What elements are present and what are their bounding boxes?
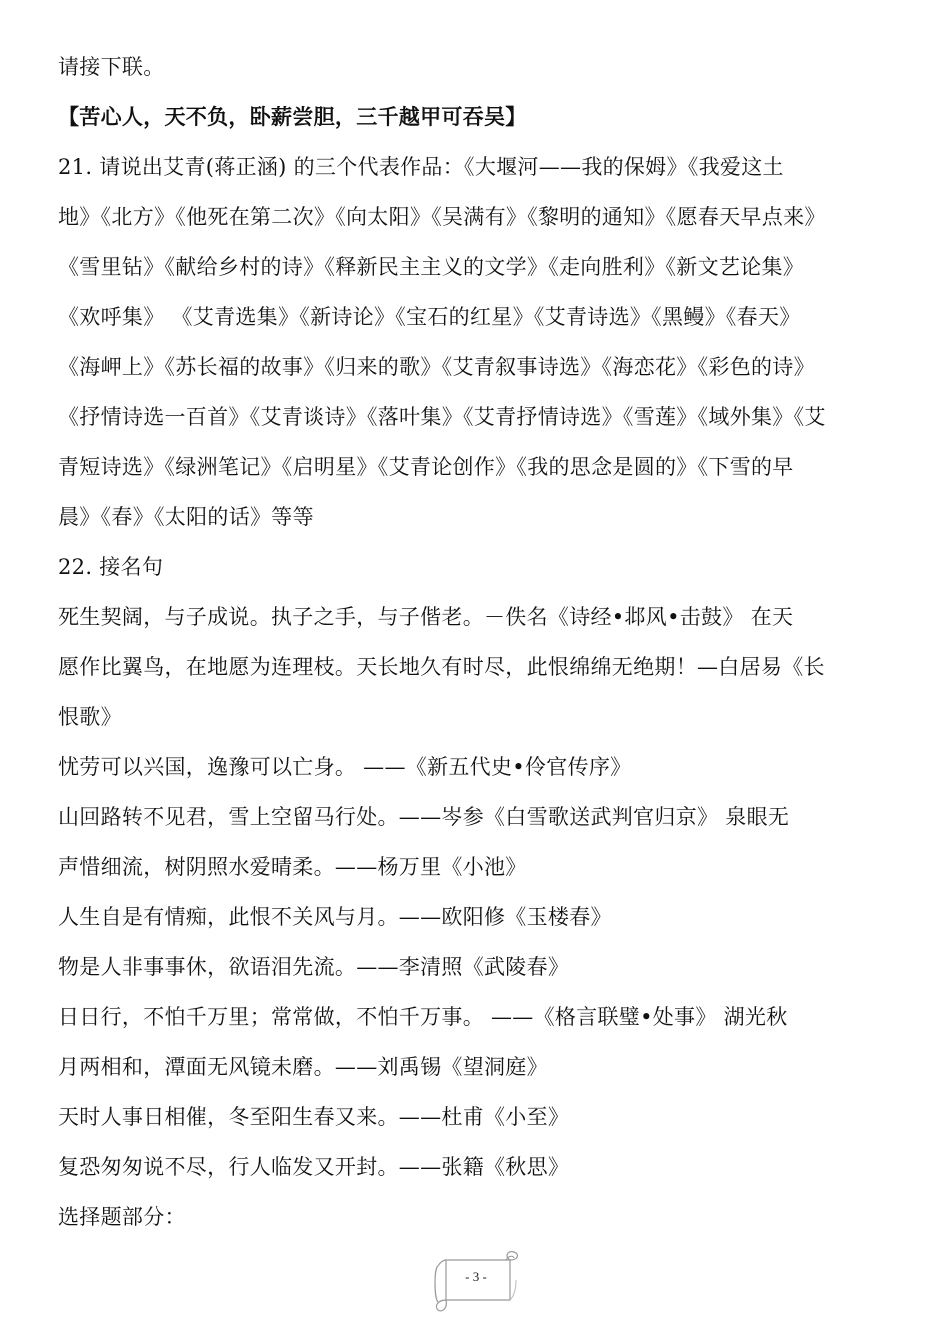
text-line: 晨》《春》《太阳的话》等等 [58, 505, 314, 529]
text-line: 人生自是有情痴，此恨不关风与月。——欧阳修《玉楼春》 [58, 905, 612, 929]
text-line: 恨歌》 [58, 705, 122, 729]
text-line: 《欢呼集》 《艾青选集》《新诗论》《宝石的红星》《艾青诗选》《黑鳗》《春天》 [58, 305, 801, 329]
text-line: 地》《北方》《他死在第二次》《向太阳》《吴满有》《黎明的通知》《愿春天早点来》 [58, 205, 826, 229]
text-line: 愿作比翼鸟，在地愿为连理枝。天长地久有时尽，此恨绵绵无绝期！—白居易《长 [58, 655, 825, 679]
text-line: 青短诗选》《绿洲笔记》《启明星》《艾青论创作》《我的思念是圆的》《下雪的早 [58, 455, 794, 479]
text-line: 声惜细流，树阴照水爱晴柔。——杨万里《小池》 [58, 855, 527, 879]
text-line: 物是人非事事休，欲语泪先流。——李清照《武陵春》 [58, 955, 570, 979]
text-line: 请接下联。 [58, 55, 165, 79]
page-footer [430, 1250, 522, 1314]
page-number: - 3 - [465, 1269, 487, 1284]
text-line: 《抒情诗选一百首》《艾青谈诗》《落叶集》《艾青抒情诗选》《雪莲》《域外集》《艾 [58, 405, 826, 429]
couplet-answer: 【苦心人，天不负，卧薪尝胆，三千越甲可吞吴】 [58, 104, 527, 129]
section-heading: 选择题部分： [58, 1205, 186, 1229]
text-line: 死生契阔，与子成说。执子之手，与子偕老。－佚名《诗经•邶风•击鼓》 在天 [58, 605, 794, 629]
document-body [58, 42, 896, 1242]
text-line: 忧劳可以兴国，逸豫可以亡身。 ——《新五代史•伶官传序》 [58, 755, 632, 779]
question-21-heading: 21. 请说出艾青(蒋正涵) 的三个代表作品：《大堰河——我的保姆》《我爱这土 [58, 155, 784, 179]
text-line: 《雪里钻》《献给乡村的诗》《释新民主主义的文学》《走向胜利》《新文艺论集》 [58, 255, 805, 279]
text-line: 复恐匆匆说不尽，行人临发又开封。——张籍《秋思》 [58, 1155, 570, 1179]
text-line: 月两相和，潭面无风镜未磨。——刘禹锡《望洞庭》 [58, 1055, 548, 1079]
text-line: 《海岬上》《苏长福的故事》《归来的歌》《艾青叙事诗选》《海恋花》《彩色的诗》 [58, 355, 815, 379]
text-line: 日日行，不怕千万里；常常做，不怕千万事。 ——《格言联璧•处事》 湖光秋 [58, 1005, 788, 1029]
text-line: 山回路转不见君，雪上空留马行处。——岑参《白雪歌送武判官归京》 泉眼无 [58, 805, 790, 829]
text-line: 天时人事日相催，冬至阳生春又来。——杜甫《小至》 [58, 1105, 570, 1129]
question-22-heading: 22. 接名句 [58, 555, 164, 579]
